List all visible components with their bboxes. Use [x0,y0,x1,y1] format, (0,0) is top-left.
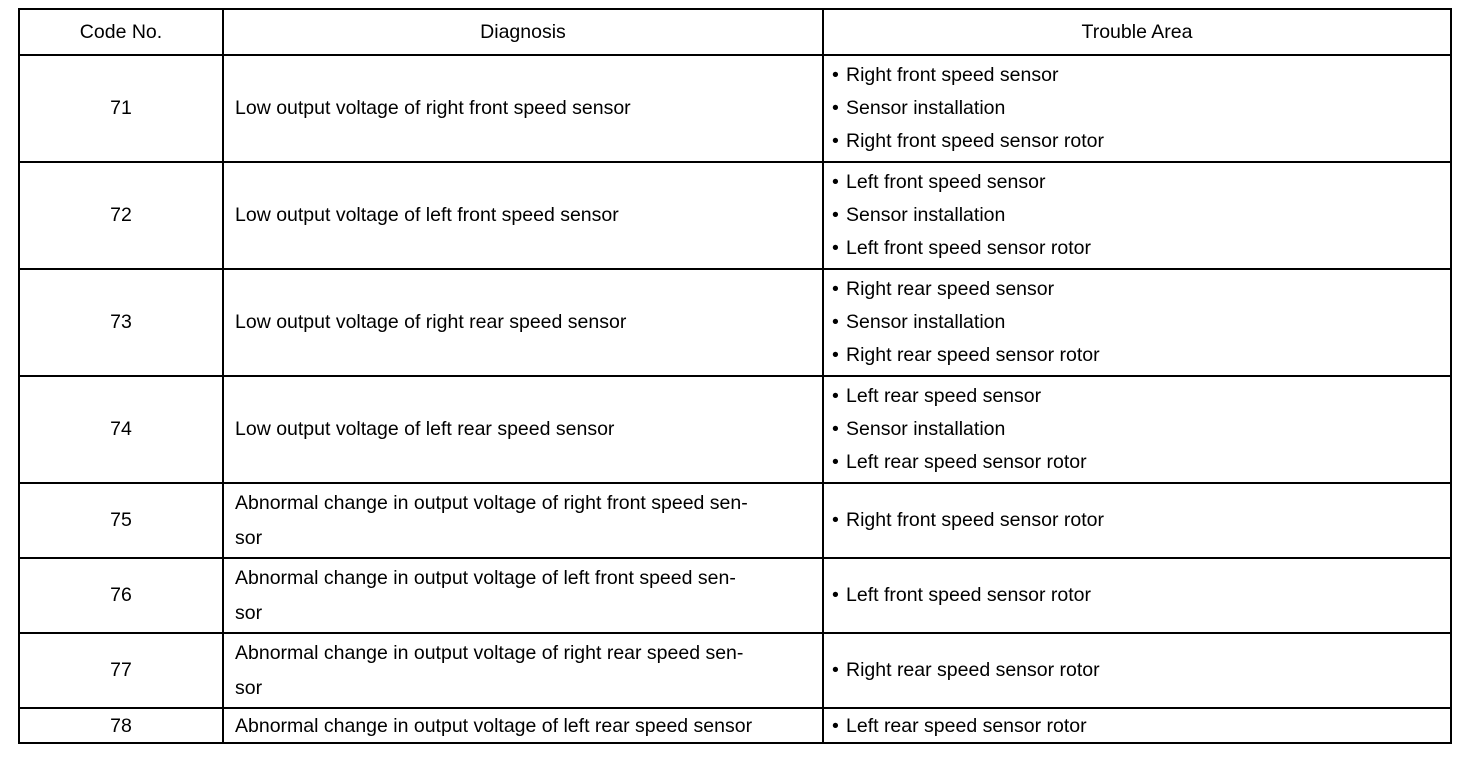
code-cell: 75 [19,483,223,558]
list-item [832,380,1450,413]
list-item [832,413,1450,446]
diagnosis-cell: Low output voltage of right rear speed sensor [223,269,823,376]
trouble-item-text: Left front speed sensor rotor [846,584,1091,606]
code-cell: 74 [19,376,223,483]
diagnosis-cell: Low output voltage of left front speed sensor [223,162,823,269]
list-item [832,446,1450,479]
trouble-item-text: Right front speed sensor [846,64,1059,86]
trouble-item-text: Right rear speed sensor [846,278,1055,300]
trouble-area-list [832,712,1450,740]
trouble-item-text: Right front speed sensor rotor [846,130,1104,152]
trouble-area-cell [823,483,1451,558]
trouble-item-text: Left rear speed sensor [846,385,1042,407]
table-row [19,558,1451,633]
trouble-area-cell [823,633,1451,708]
diagnosis-cell: Low output voltage of right front speed sensor [223,55,823,162]
table-row [19,708,1451,743]
diagnosis-cell: Low output voltage of left rear speed sensor [223,376,823,483]
list-item [832,232,1450,265]
code-cell: 73 [19,269,223,376]
trouble-item-text: Left rear speed sensor rotor [846,714,1087,737]
table-row [19,376,1451,483]
trouble-area-list [832,654,1450,687]
diagnosis-cell [223,558,823,633]
trouble-area-list [832,166,1450,265]
table-row [19,483,1451,558]
list-item [832,306,1450,339]
bullet-icon: • [832,311,839,333]
trouble-item-text: Sensor installation [846,311,1006,333]
diagnostic-code-table [18,8,1452,744]
bullet-icon: • [832,451,839,473]
trouble-area-list [832,579,1450,612]
diagnosis-line: Abnormal change in output voltage of left front speed sen- [235,566,736,589]
trouble-area-list [832,504,1450,537]
list-item [832,199,1450,232]
bullet-icon: • [832,714,839,737]
bullet-icon: • [832,659,839,681]
bullet-icon: • [832,171,839,193]
trouble-item-text: Sensor installation [846,204,1006,226]
bullet-icon: • [832,385,839,407]
list-item [832,92,1450,125]
trouble-area-cell [823,269,1451,376]
table-row [19,55,1451,162]
trouble-area-list [832,380,1450,479]
trouble-area-list [832,273,1450,372]
bullet-icon: • [832,344,839,366]
trouble-item-text: Left front speed sensor rotor [846,237,1091,259]
list-item [832,339,1450,372]
code-cell: 76 [19,558,223,633]
table-row [19,633,1451,708]
bullet-icon: • [832,237,839,259]
trouble-item-text: Left rear speed sensor rotor [846,451,1087,473]
trouble-area-cell [823,708,1451,743]
diagnosis-cell: Abnormal change in output voltage of left rear speed sensor [223,708,823,743]
trouble-area-cell [823,558,1451,633]
diagnosis-line: Abnormal change in output voltage of right rear speed sen- [235,641,744,664]
code-cell: 71 [19,55,223,162]
trouble-item-text: Right rear speed sensor rotor [846,659,1100,681]
bullet-icon: • [832,584,839,606]
code-cell: 72 [19,162,223,269]
bullet-icon: • [832,509,839,531]
code-cell: 77 [19,633,223,708]
header-trouble-area: Trouble Area [823,9,1451,55]
diagnosis-cell [223,633,823,708]
list-item [832,125,1450,158]
code-cell: 78 [19,708,223,743]
bullet-icon: • [832,418,839,440]
bullet-icon: • [832,97,839,119]
table-header-row [19,9,1451,55]
list-item [832,59,1450,92]
list-item [832,273,1450,306]
table-row [19,269,1451,376]
trouble-item-text: Sensor installation [846,97,1006,119]
bullet-icon: • [832,204,839,226]
list-item [832,654,1450,687]
bullet-icon: • [832,130,839,152]
list-item [832,579,1450,612]
diagnosis-line: sor [235,526,263,549]
diagnosis-line: sor [235,676,263,699]
header-diagnosis: Diagnosis [223,9,823,55]
list-item [832,712,1450,740]
trouble-item-text: Sensor installation [846,418,1006,440]
header-code-no: Code No. [19,9,223,55]
diagnosis-line: Abnormal change in output voltage of right front speed sen- [235,491,748,514]
trouble-item-text: Right rear speed sensor rotor [846,344,1100,366]
trouble-area-list [832,59,1450,158]
list-item [832,166,1450,199]
diagnosis-cell [223,483,823,558]
list-item [832,504,1450,537]
bullet-icon: • [832,64,839,86]
trouble-area-cell [823,162,1451,269]
trouble-item-text: Right front speed sensor rotor [846,509,1104,531]
table-row [19,162,1451,269]
diagnosis-line: sor [235,601,263,624]
bullet-icon: • [832,278,839,300]
trouble-item-text: Left front speed sensor [846,171,1046,193]
trouble-area-cell [823,55,1451,162]
trouble-area-cell [823,376,1451,483]
